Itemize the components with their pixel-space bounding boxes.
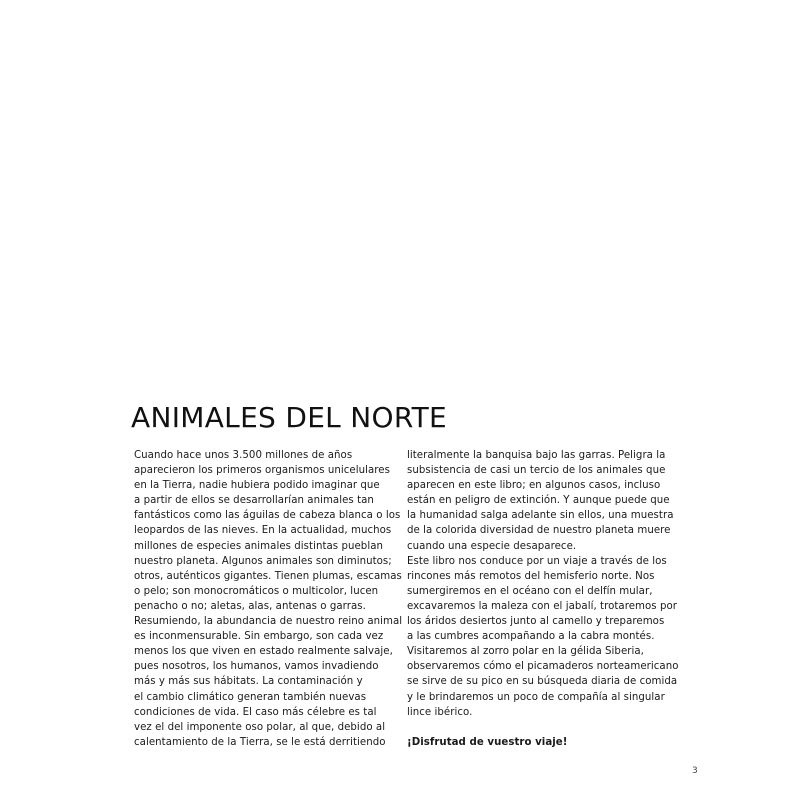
text-line: en la Tierra, nadie hubiera podido imaginar que [134, 480, 380, 492]
text-line: a las cumbres acompañando a la cabra montés. [407, 631, 655, 643]
text-line: menos los que viven en estado realmente salvaje, [134, 646, 393, 658]
text-line: nuestro planeta. Algunos animales son diminutos; [134, 555, 392, 567]
text-line: condiciones de vida. El caso más célebre es tal [134, 706, 377, 718]
text-line: a partir de ellos se desarrollarían animales tan [134, 495, 374, 507]
text-line: aparecieron los primeros organismos unicelulares [134, 465, 390, 477]
text-line: o pelo; son monocromáticos o multicolor, lucen [134, 585, 379, 597]
text-line: rincones más remotos del hemisferio norte. Nos [407, 570, 655, 582]
closing-line: ¡Disfrutad de vuestro viaje! [407, 736, 568, 748]
page-number: 3 [692, 766, 698, 776]
text-line: Resumiendo, la abundancia de nuestro reino animal [134, 616, 403, 628]
text-line: es inconmensurable. Sin embargo, son cada vez [134, 631, 384, 643]
text-line: Este libro nos conduce por un viaje a través de los [407, 555, 667, 567]
text-line: la humanidad salga adelante sin ellos, una muestra [407, 510, 674, 522]
text-line: los áridos desiertos junto al camello y treparemos [407, 616, 665, 628]
text-line: pues nosotros, los humanos, vamos invadiendo [134, 661, 379, 673]
text-line: aparecen en este libro; en algunos casos, incluso [407, 480, 661, 492]
text-line: están en peligro de extinción. Y aunque puede que [407, 495, 670, 507]
text-line: fantásticos como las águilas de cabeza blanca o los [134, 510, 401, 522]
text-line: calentamiento de la Tierra, se le está derritiendo [134, 736, 386, 748]
text-line: penacho o no; aletas, alas, antenas o garras. [134, 600, 366, 612]
text-line: se sirve de su pico en su búsqueda diaria de comida [407, 676, 678, 688]
text-line: más y más sus hábitats. La contaminación y [134, 676, 363, 688]
text-line: Cuando hace unos 3.500 millones de años [134, 450, 353, 461]
text-line: observaremos cómo el picamaderos norteamericano [407, 661, 679, 673]
text-line: vez el del imponente oso polar, al que, debido al [134, 721, 386, 733]
text-line: de la colorida diversidad de nuestro planeta muere [407, 525, 671, 537]
text-line: leopardos de las nieves. En la actualidad, muchos [134, 525, 392, 537]
text-line: lince ibérico. [407, 706, 473, 718]
body-text-right-column [407, 448, 679, 750]
text-line: subsistencia de casi un tercio de los animales que [407, 465, 666, 477]
text-line: cuando una especie desaparece. [407, 540, 577, 552]
text-line: excavaremos la maleza con el jabalí, trotaremos por [407, 600, 677, 612]
text-line: millones de especies animales distintas pueblan [134, 540, 383, 552]
text-line: literalmente la banquisa bajo las garras. Peligra la [407, 450, 666, 461]
text-line: otros, auténticos gigantes. Tienen plumas, escamas [134, 570, 402, 582]
text-line: sumergiremos en el océano con el delfín mular, [407, 585, 653, 597]
body-text-left-column [134, 448, 403, 750]
text-line: y le brindaremos un poco de compañía al singular [407, 691, 665, 703]
text-line: el cambio climático generan también nuevas [134, 691, 367, 703]
page-title: ANIMALES DEL NORTE [131, 401, 447, 434]
text-line: Visitaremos al zorro polar en la gélida Siberia, [407, 646, 644, 658]
